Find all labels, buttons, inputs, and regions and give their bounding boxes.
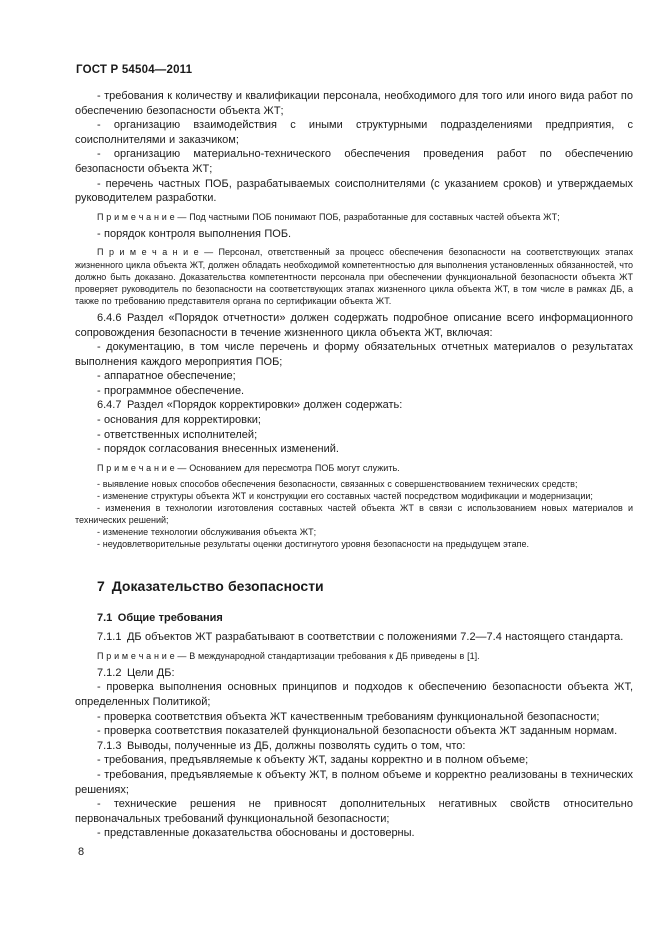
subsection-heading: 7.1 Общие требования [97, 611, 223, 624]
list-item: - проверка соответствия показателей функциональной безопасности объекта ЖТ заданным нормам. [97, 725, 618, 738]
note-list-item: - неудовлетворительные результаты оценки достигнутого уровня безопасности на предыдущем этапе. [97, 539, 529, 550]
list-item: - требования к количеству и квалификации персонала, необходимого для того или иного вида работ по обеспечению безопасности объекта ЖТ; [75, 90, 633, 117]
list-item: - перечень частных ПОБ, разрабатываемых соисполнителями (с указанием сроков) и утверждаемых руководителем разработки. [75, 177, 633, 205]
document-content [75, 89, 633, 841]
clause-paragraph: 7.1.1 ДБ объектов ЖТ разрабатывают в соответствии с положениями 7.2—7.4 настоящего стандарта. [97, 631, 624, 644]
list-item: - документацию, в том числе перечень и форму обязательных отчетных материалов о результатах выполнения каждого мероприятия ПОБ; [75, 341, 633, 368]
standard-designation: ГОСТ Р 54504—2011 [76, 64, 193, 76]
list-item: - организацию взаимодействия с иными структурными подразделениями предприятия, с соисполнителями и заказчиком; [75, 119, 633, 146]
list-item: - представленные доказательства обоснованы и достоверны. [97, 827, 415, 840]
clause-paragraph: 6.4.6 Раздел «Порядок отчетности» должен содержать подробное описание всего информационного сопровождения безопасности в течение жизненного цикла объекта ЖТ, включая: [75, 311, 633, 339]
list-item: - основания для корректировки; [97, 414, 261, 427]
list-item: - аппаратное обеспечение; [97, 370, 236, 383]
list-item: - порядок контроля выполнения ПОБ. [97, 227, 292, 240]
list-item: - ответственных исполнителей; [97, 428, 258, 441]
list-item: - требования, предъявляемые к объекту ЖТ, заданы корректно и в полном объеме; [97, 754, 529, 767]
list-item: - технические решения не привносят дополнительных негативных свойств относительно первоначальных требований функциональной безопасности; [75, 798, 633, 825]
clause-paragraph: 7.1.2 Цели ДБ: [97, 666, 175, 679]
note-list-item: - изменение структуры объекта ЖТ и конструкции его составных частей посредством модификации и модернизации; [97, 491, 593, 502]
note-list-item: - изменения в технологии изготовления составных частей объекта ЖТ в связи с использованием новых материалов и технических решений; [75, 503, 633, 526]
list-item: - порядок согласования внесенных изменений. [97, 443, 339, 456]
note: П р и м е ч а н и е — Под частными ПОБ понимают ПОБ, разработанные для составных частей объекта ЖТ; [97, 211, 560, 222]
note: П р и м е ч а н и е — Основанием для пересмотра ПОБ могут служить. [97, 462, 400, 473]
note: П р и м е ч а н и е — В международной стандартизации требования к ДБ приведены в [1]. [97, 650, 480, 661]
note-list-item: - выявление новых способов обеспечения безопасности, связанных с совершенствованием технических средств; [97, 478, 578, 489]
page-number: 8 [78, 846, 85, 858]
list-item: - организацию материально-технического обеспечения проведения работ по обеспечению безопасности объекта ЖТ; [75, 148, 633, 175]
list-item: - проверка выполнения основных принципов и подходов к обеспечению безопасности объекта ЖТ, определенных Политикой; [75, 681, 633, 708]
note: П р и м е ч а н и е — Персонал, ответственный за процесс обеспечения безопасности на соответствующих этапах жизненного цикла объекта ЖТ, должен обладать необходимой компетентностью для выполнения установленных обязанностей, что должно быть доказано. Доказательства компетентности персонала при обеспечении функциональной безопасности объекта ЖТ проверяет руководитель по безопасности на соответствующих этапах жизненного цикла объекта ЖТ, в том числе в рамках ДБ, а также по требованию представителя органа по сертификации объекта ЖТ. [75, 247, 633, 306]
section-heading: 7 Доказательство безопасности [97, 577, 324, 594]
list-item: - программное обеспечение. [97, 384, 245, 397]
clause-paragraph: 6.4.7 Раздел «Порядок корректировки» должен содержать: [97, 399, 403, 412]
list-item: - требования, предъявляемые к объекту ЖТ, в полном объеме и корректно реализованы в технических решениях; [75, 768, 633, 796]
clause-paragraph: 7.1.3 Выводы, полученные из ДБ, должны позволять судить о том, что: [97, 739, 466, 752]
list-item: - проверка соответствия объекта ЖТ качественным требованиям функциональной безопасности; [97, 710, 600, 723]
note-list-item: - изменение технологии обслуживания объекта ЖТ; [97, 527, 317, 538]
